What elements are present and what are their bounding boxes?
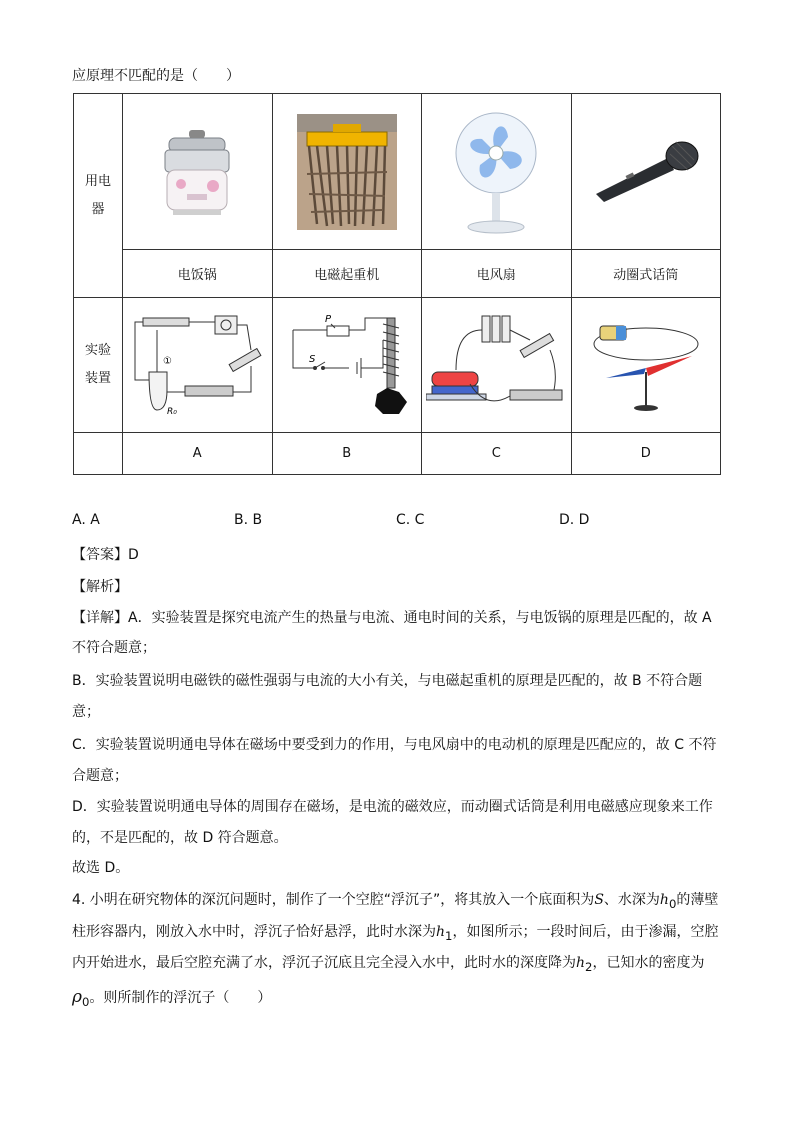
diagram-c-motor-principle [422,298,572,433]
q4-line-3: 内开始进水，最后空腔充满了水，浮沉子沉底且完全浸入水中，此时水的深度降为$h_2$，已知水的密度为 [72,955,705,974]
q4-line-2: 柱形容器内，刚放入水中时，浮沉子恰好悬浮，此时水深为$h_1$，如图所示；一段时间后，由于渗漏，空腔 [72,924,719,943]
image-rice-cooker [123,94,273,250]
q4-line-4: $\rho_0$。则所制作的浮沉子（ ） [72,987,272,1009]
letter-d: D [571,433,721,475]
appliance-label-rice-cooker: 电饭锅 [123,250,273,298]
explanation-line-4: 意； [72,704,100,720]
image-electromagnetic-crane [272,94,422,250]
diagram-a-heating-circuit [123,298,273,433]
answer-line: 【答案】D [72,547,139,563]
option-d[interactable]: D. D [559,512,590,528]
letter-c: C [422,433,572,475]
option-a[interactable]: A. A [72,512,100,528]
question-table [73,93,721,475]
svg-text:P: P [324,314,331,325]
image-electric-fan [422,94,572,250]
letter-b: B [272,433,422,475]
row-header-appliance: 用电器 [74,94,123,298]
q4-line-1: 4. 小明在研究物体的深沉问题时，制作了一个空腔“浮沉子”，将其放入一个底面积为S、水深为$h_0$的薄壁 [72,892,719,911]
svg-text:R₀: R₀ [167,407,178,417]
svg-text:①: ① [163,356,173,367]
diagram-d-oersted [571,298,721,433]
diagram-b-electromagnet [272,298,422,433]
explanation-line-6: 合题意； [72,768,128,784]
appliance-label-microphone: 动圈式话筒 [571,250,721,298]
explanation-line-3: B．实验装置说明电磁铁的磁性强弱与电流的大小有关，与电磁起重机的原理是匹配的，故 B 不符合题 [72,673,703,689]
option-c[interactable]: C. C [396,512,425,528]
question-intro: 应原理不匹配的是（ ） [72,68,240,84]
explanation-line-7: D．实验装置说明通电导体的周围存在磁场，是电流的磁效应，而动圈式话筒是利用电磁感应现象来工作 [72,799,713,815]
letter-a: A [123,433,273,475]
blank-header-cell [74,433,123,475]
svg-text:S: S [308,354,316,365]
image-dynamic-microphone [571,94,721,250]
explanation-line-8: 的，不是匹配的，故 D 符合题意。 [72,830,288,846]
appliance-label-crane: 电磁起重机 [272,250,422,298]
explanation-line-5: C．实验装置说明通电导体在磁场中要受到力的作用，与电风扇中的电动机的原理是匹配应的，故 C 不符 [72,737,717,753]
explanation-line-1: 【详解】A．实验装置是探究电流产生的热量与电流、通电时间的关系，与电饭锅的原理是匹配的，故 A [72,610,712,626]
option-b[interactable]: B. B [234,512,263,528]
answer-options [72,512,672,532]
explanation-line-9: 故选 D。 [72,860,130,876]
explanation-line-2: 不符合题意； [72,640,156,656]
analysis-title: 【解析】 [72,579,128,595]
row-header-experiment: 实验装置 [74,298,123,433]
appliance-label-fan: 电风扇 [422,250,572,298]
